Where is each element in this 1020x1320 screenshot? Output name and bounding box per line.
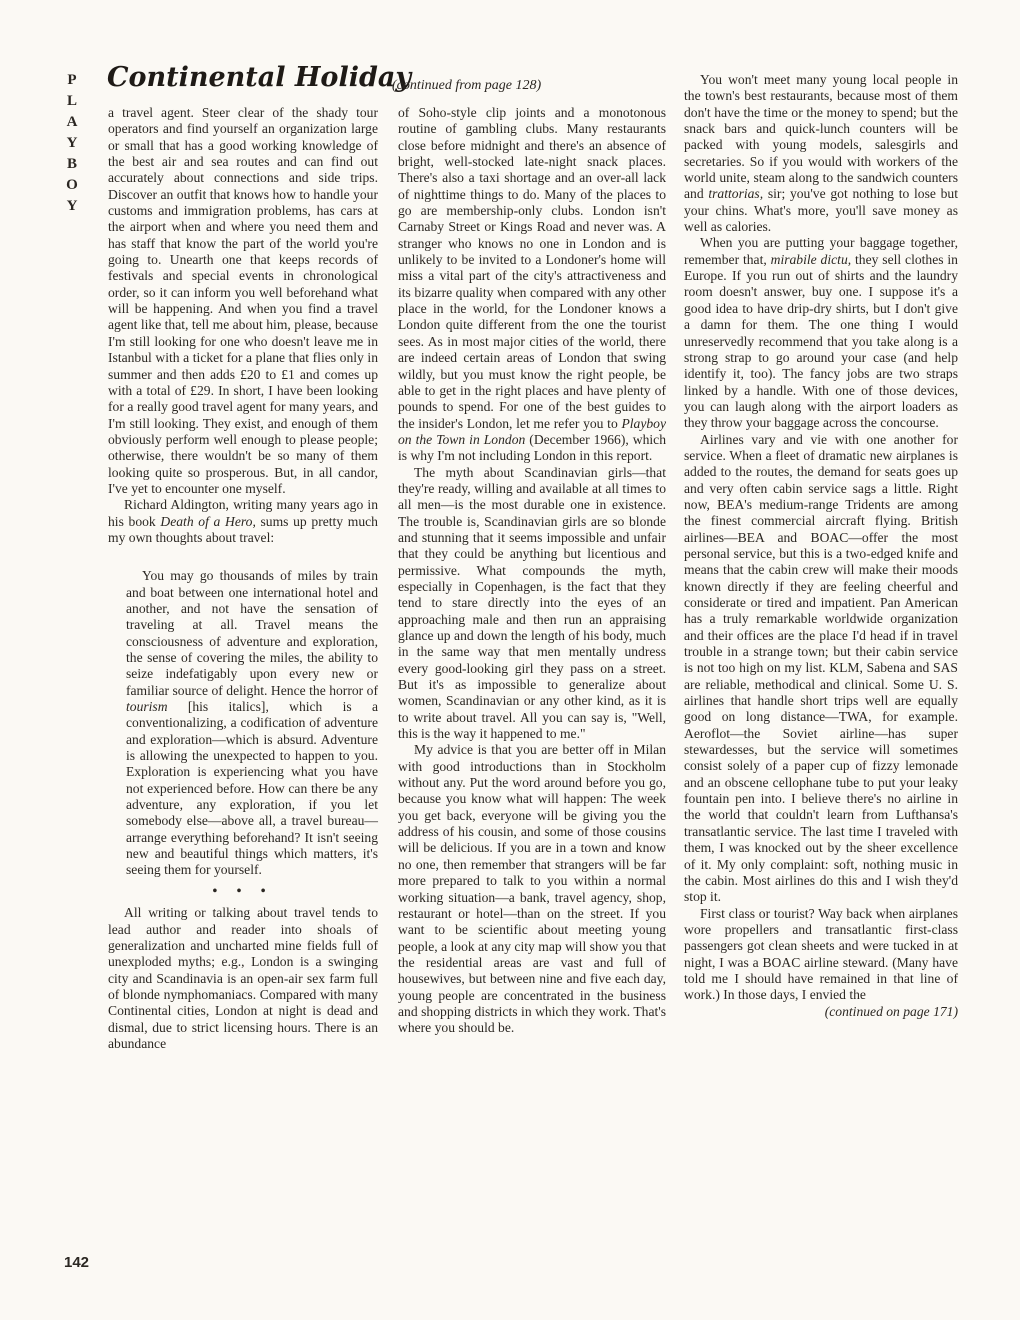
magazine-letter: B	[66, 156, 77, 172]
column-2	[398, 105, 666, 1275]
italic-word: tourism	[126, 699, 168, 715]
italic-word: trattorias,	[708, 186, 764, 202]
paragraph	[684, 235, 958, 431]
paragraph	[398, 105, 666, 465]
text-run: You may go thousands of miles by train and boat between one international hotel and another, and not have the sensation of traveling at all. Travel means the consciousness of adventure and exploration, the sense of covering the miles, the ability to seize indefatigably upon every new or familiar source of delight. Hence the horror of	[126, 568, 378, 698]
magazine-name-vertical	[60, 70, 84, 217]
magazine-letter: P	[67, 72, 77, 88]
block-quote	[126, 568, 378, 879]
text-run: Richard Aldington, writing many years ago in his book	[108, 497, 378, 529]
text-run: of Soho-style clip joints and a monotonous routine of gambling clubs. Many restaurants close before midnight and there's an absence of bright, well-stocked late-night snack places. There's also a taxi shortage and an over-all lack of nighttime things to do. Many of the places to go are membership-only clubs. London isn't Carnaby Street or Kings Road and never was. A stranger who knows no one in London and is unlikely to be invited to a Londoner's home will miss a vital part of the city's attractiveness and its bizarre quality when compared with any other place in the world, for the Londoner knows a London quite different from the one the tourist sees. As in most major cities of the world, there are indeed certain areas of London that swing wildly, but you must know the right people, be able to get in the right places and have plenty of pounds to spend. For one of the best guides to the insider's London, let me refer you to	[398, 105, 666, 431]
article-reference: Playboy on the Town in London	[398, 415, 666, 447]
paragraph	[108, 497, 378, 546]
continued-on-note: (continued on page 171)	[824, 1003, 958, 1019]
article-headline: Continental Holiday	[107, 62, 412, 93]
italic-phrase: mirabile dictu,	[770, 251, 852, 267]
text-run: [his italics], which is a conventionalizing, a codification of adventure and exploration—which is absurd. Adventure is allowing the unexpected to happen to you. Exploration is experiencing what you have not experienced before. How can there be any adventure, any exploration, if you let somebody else—above all, a travel bureau—arrange everything beforehand? It isn't seeing new and beautiful things which matters, it's seeing them for yourself.	[126, 699, 378, 878]
text-run: When you are putting your baggage together, remember that,	[684, 235, 958, 267]
magazine-letter: O	[66, 177, 78, 193]
paragraph	[684, 72, 958, 235]
column-1	[108, 105, 378, 1275]
column-3	[684, 72, 958, 1277]
continued-from-note: (continued from page 128)	[392, 78, 542, 93]
magazine-letter: L	[66, 93, 77, 109]
magazine-letter: Y	[66, 198, 78, 214]
text-run: sir; you've got nothing to lose but your chins. What's more, you'll save money as well as calories.	[684, 186, 958, 235]
paragraph: First class or tourist? Way back when airplanes wore propellers and transatlantic first-class passengers got clean sheets and were tucked in at night, I was a BOAC airline steward. (Many have told me I should have remained in that line of work.) In those days, I envied the	[684, 905, 958, 1003]
magazine-letter: Y	[66, 135, 78, 151]
paragraph: My advice is that you are better off in Milan with good introductions than in Stockholm without any. Put the word around before you go, because you know what will happen: The week you get back, everyone will be giving you the address of his cousin, and some of those cousins will be delicious. If you are in a town and know no one, then remember that strangers will be far more prepared to talk to you within a normal working situation—a bank, travel agency, shop, restaurant or hotel—than on the street. If you want to be scientific about meeting young people, a look at any city map will show you that the residential areas are vast and full of housewives, but between nine and five each day, young people are concentrated in the business and shopping districts in which they work. That's where you should be.	[398, 742, 666, 1036]
paragraph: The myth about Scandinavian girls—that they're ready, willing and available at all times to all men—is the most durable one in existence. The trouble is, Scandinavian girls are so blonde and stunning that it seems impossible and unfair that they could be anything but licentious and permissive. What compounds the myth, especially in Copenhagen, is the fact that they tend to stare directly into the eyes of an approaching male and then run an appraising glance up and down the length of his body, much in the same way that men mentally undress every good-looking girl they pass on a street. But it's as impossible to generalize about women, Scandinavian or any other kind, as it is to write about travel. All you can say is, "Well, this is the way it happened to me."	[398, 464, 666, 742]
text-run: they sell clothes in Europe. If you run out of shirts and the laundry room doesn't answer, buy one. I suppose it's a good idea to have drip-dry shirts, but I don't give a damn for them. The one thing I would unreservedly recommend that you take along is a strong strap to go around your case (and help identify it, too). The fancy jobs are two straps linked by a handle. With one of those devices, you can laugh along with the airport loaders as they throw your baggage across the concourse.	[684, 251, 958, 431]
page-number: 142	[64, 1254, 90, 1271]
text-run: You won't meet many young local people in the town's best restaurants, because most of them don't have the time or the money to spend; but the snack bars and quick-lunch counters will be packed with young models, salesgirls and secretaries. So if you would with workers of the world unite, steam along to the sandwich counters and	[684, 72, 958, 202]
text-run: sums up pretty much my own thoughts about travel:	[108, 513, 378, 545]
text-run: (December 1966), which is why I'm not including London in this report.	[398, 431, 667, 464]
quote-paragraph	[126, 568, 378, 879]
section-divider: • • •	[212, 882, 274, 898]
magazine-letter: A	[66, 114, 78, 130]
book-title: Death of a Hero,	[160, 513, 256, 529]
paragraph: Airlines vary and vie with one another for service. When a fleet of dramatic new airplanes is added to the routes, the demand for seats goes up and very often cabin service sags a little. Right now, BEA's medium-range Tridents are among the finest commercial aircraft flying. British airlines—BEA and BOAC—offer the most personal service, but this is a two-edged knife and means that the cabin crew will make their moods known directly if they are feeling cheerful and considerate or tired and impatient. Pan American has a truly remarkable worldwide organization and their offices are the place I'd head if in travel trouble in a strange town; but their cabin service is not too high on my list. KLM, Sabena and SAS are reliable, methodical and clinical. Some U. S. airlines that handle short trips well are equally good on long distance—TWA, for example. Aeroflot—the Soviet airline—has super stewardesses, but the service will sometimes consist solely of a paper cup of fizzy lemonade and an obscene cellophane tube to put your leaky fountain pen into. I believe there's no airline in the world that couldn't learn from Lufthansa's transatlantic service. The last time I traveled with them, I was knocked out by the sheer excellence of it. My only complaint: soft, nothing music in the cabin. Most airlines do this and I wish they'd stop it.	[684, 431, 958, 905]
paragraph: a travel agent. Steer clear of the shady tour operators and find yourself an organization large or small that has a good working knowledge of the best air and sea routes and can find out accurately about connections and side trips. Discover an outfit that knows how to handle your customs and immigration problems, has cars at the airport when and where you need them and has staff that know the part of the world you're going to. Unearth one that keeps records of festivals and special events in chronological order, so it can inform you well beforehand what will be happening. And when you find a travel agent like that, tell me about him, please, because I'm still looking for one who doesn't leave me in Istanbul with a ticket for a plane that flies only in summer and then adds £20 to £1 and comes up with a total of £29. In short, I have been looking for a really good travel agent for many years, and I'm still looking. They exist, and enough of them obviously perform well enough to please people; otherwise, there wouldn't be so many of them looking quite so prosperous. But, in all candor, I've yet to encounter one myself.	[108, 105, 378, 496]
paragraph: All writing or talking about travel tends to lead author and reader into shoals of generalization and uncharted mine fields full of unexploded myths; e.g., London is a swinging city and Scandinavia is an open-air sex farm full of blonde nymphomaniacs. Compared with many Continental cities, London at night is dead and dismal, due to strict licensing hours. There is an abundance	[108, 905, 378, 1051]
